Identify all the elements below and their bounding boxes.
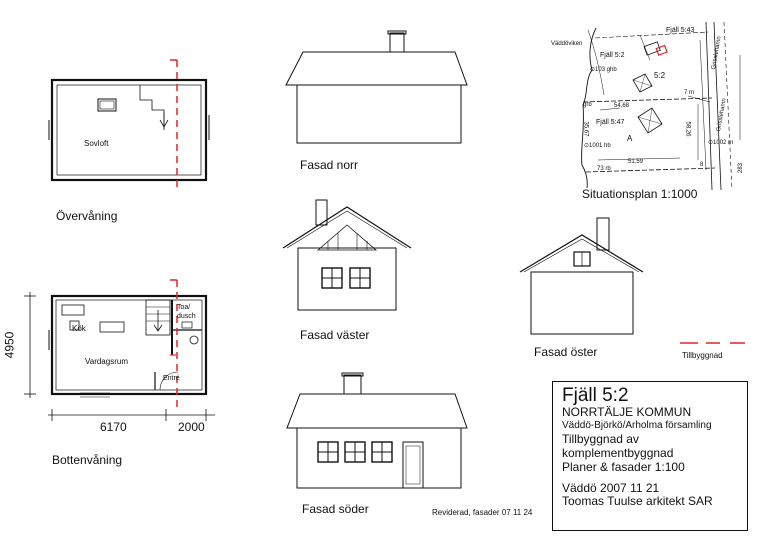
title-description-3: Planer & fasader 1:100 [562, 459, 685, 474]
title-block [552, 381, 748, 531]
facade-south [287, 373, 467, 488]
facade-west-title: Fasad väster [300, 328, 370, 342]
facade-north-title: Fasad norr [300, 158, 359, 172]
upper-floor-title: Övervåning [56, 209, 118, 223]
title-property: Fjäll 5:2 [562, 385, 629, 406]
site-label-vaddoviken: Väddöviken [551, 41, 583, 47]
site-label-d5468: 54,68 [614, 103, 630, 109]
site-label-fjall543: Fjäll 5:43 [666, 27, 695, 34]
lower-floor-plan [24, 280, 215, 421]
revision-note: Reviderad, fasader 07 11 24 [432, 508, 533, 517]
dimension-extension: 2000 [178, 420, 205, 434]
site-plan-title: Situationsplan 1:1000 [582, 187, 698, 201]
title-parish: Väddö-Björkö/Arholma församling [562, 419, 712, 431]
upper-floor-plan [49, 60, 209, 190]
facade-east-title: Fasad öster [534, 345, 598, 359]
site-label-grb: grb [583, 102, 592, 108]
room-label-toilet: Toa/ dusch [177, 304, 196, 320]
facade-north [286, 31, 467, 143]
room-label-entry: Entré [163, 375, 180, 382]
title-description-1: Tillbyggnad av [562, 432, 639, 447]
site-road-label-1: Grisslehamn [710, 35, 723, 71]
room-label-sovloft: Sovloft [84, 139, 109, 148]
title-date: Väddö 2007 11 21 [562, 480, 660, 495]
room-label-living: Vardagsrum [85, 357, 128, 366]
facade-south-title: Fasad söder [302, 502, 369, 516]
site-label-rn7: 7 rn [684, 90, 695, 96]
site-label-n283: 283 [738, 162, 745, 174]
facade-west [283, 200, 411, 310]
site-label-d5826: 58,26 [684, 121, 691, 137]
site-label-ghb: ⊙103 ghb [590, 67, 617, 73]
site-label-d5159: 51,59 [628, 159, 644, 165]
site-label-rb73: 73 rb [597, 166, 611, 172]
dimension-width: 6170 [100, 420, 127, 434]
site-label-lotA: A [627, 134, 633, 143]
site-label-rn1002: ⊙1002 rn [708, 140, 734, 146]
site-label-d3567: 35,67 [582, 121, 589, 137]
lower-floor-title: Bottenvåning [52, 453, 123, 467]
facade-east [520, 218, 643, 334]
room-label-kitchen: Kök [72, 324, 86, 333]
site-label-hb1001: ⊙1001 hb [584, 143, 611, 149]
title-architect: Toomas Tuulse arkitekt SAR [562, 494, 713, 509]
site-label-lot52: 5:2 [654, 71, 666, 80]
dimension-depth: 4950 [2, 331, 17, 359]
site-label-fjall547: Fjäll 5:47 [596, 119, 625, 126]
title-municipality: NORRTÄLJE KOMMUN [562, 405, 692, 419]
title-description-2: komplementbyggnad [562, 446, 674, 461]
site-label-fjall52: Fjäll 5:2 [600, 52, 625, 59]
site-label-n8: 8 [700, 162, 704, 168]
legend-label: Tillbyggnad [682, 351, 723, 360]
site-road-label-2: Grisslehamn [715, 97, 728, 133]
